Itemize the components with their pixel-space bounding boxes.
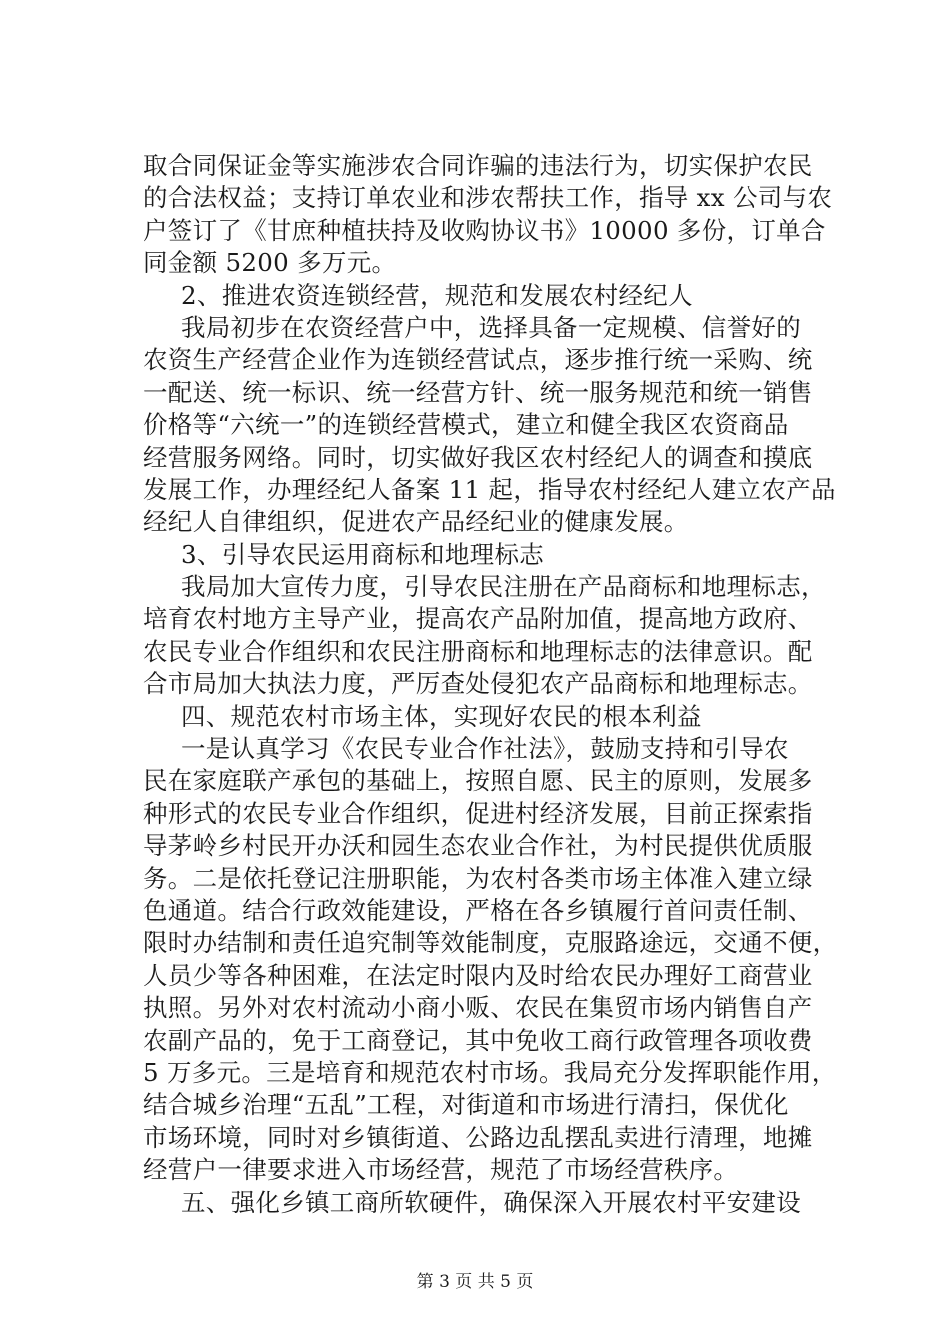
text-line: 一配送、统一标识、统一经营方针、统一服务规范和统一销售 <box>143 377 813 407</box>
text-line: 5 万多元。三是培育和规范农村市场。我局充分发挥职能作用， <box>143 1057 837 1087</box>
text-line: 导茅岭乡村民开办沃和园生态农业合作社，为村民提供优质服 <box>143 831 813 861</box>
section-heading: 2、推进农资连锁经营，规范和发展农村经纪人 <box>181 280 693 310</box>
paragraph-start-line: 我局初步在农资经营户中，选择具备一定规模、信誉好的 <box>181 312 801 342</box>
paragraph-start-line: 我局加大宣传力度，引导农民注册在产品商标和地理标志， <box>181 572 826 602</box>
text-line: 执照。另外对农村流动小商小贩、农民在集贸市场内销售自产 <box>143 993 813 1023</box>
text-line: 民在家庭联产承包的基础上，按照自愿、民主的原则，发展多 <box>143 766 813 796</box>
text-line: 经纪人自律组织，促进农产品经纪业的健康发展。 <box>143 507 689 537</box>
text-line: 农副产品的，免于工商登记，其中免收工商行政管理各项收费 <box>143 1025 813 1055</box>
page-number-footer: 第 3 页 共 5 页 <box>416 1272 534 1292</box>
text-line: 取合同保证金等实施涉农合同诈骗的违法行为，切实保护农民 <box>143 151 813 180</box>
text-line: 的合法权益；支持订单农业和涉农帮扶工作，指导 xx 公司与农 <box>143 183 833 213</box>
section-heading: 四、规范农村市场主体，实现好农民的根本利益 <box>181 701 702 731</box>
text-line: 农民专业合作组织和农民注册商标和地理标志的法律意识。配 <box>143 636 813 666</box>
text-line: 合市局加大执法力度，严厉查处侵犯农产品商标和地理标志。 <box>143 669 813 699</box>
section-heading: 3、引导农民运用商标和地理标志 <box>181 539 545 569</box>
text-line: 种形式的农民专业合作组织，促进村经济发展，目前正探索指 <box>143 798 813 828</box>
text-line: 培育农村地方主导产业，提高农产品附加值，提高地方政府、 <box>143 604 813 634</box>
text-line: 经营服务网络。同时，切实做好我区农村经纪人的调查和摸底 <box>143 442 813 472</box>
text-line: 农资生产经营企业作为连锁经营试点，逐步推行统一采购、统 <box>143 345 813 375</box>
paragraph-start-line: 一是认真学习《农民专业合作社法》，鼓励支持和引导农 <box>181 734 789 764</box>
section-heading: 五、强化乡镇工商所软硬件，确保深入开展农村平安建设 <box>181 1187 801 1217</box>
text-line: 色通道。结合行政效能建设，严格在各乡镇履行首问责任制、 <box>143 895 813 925</box>
text-line: 人员少等各种困难，在法定时限内及时给农民办理好工商营业 <box>143 960 813 990</box>
text-line: 价格等“六统一”的连锁经营模式，建立和健全我区农资商品 <box>143 410 789 440</box>
text-line: 户签订了《甘庶种植扶持及收购协议书》10000 多份，订单合 <box>143 215 826 245</box>
text-line: 结合城乡治理“五乱”工程，对街道和市场进行清扫，保优化 <box>143 1090 789 1120</box>
text-line: 务。二是依托登记注册职能，为农村各类市场主体准入建立绿 <box>143 863 813 893</box>
text-line: 同金额 5200 多万元。 <box>143 248 397 278</box>
document-body <box>143 150 843 1219</box>
text-line: 市场环境，同时对乡镇街道、公路边乱摆乱卖进行清理，地摊 <box>143 1122 813 1152</box>
text-line: 限时办结制和责任追究制等效能制度，克服路途远，交通不便， <box>143 928 838 958</box>
text-line: 发展工作，办理经纪人备案 11 起，指导农村经纪人建立农产品 <box>143 474 836 504</box>
text-line: 经营户一律要求进入市场经营，规范了市场经营秩序。 <box>143 1155 739 1185</box>
